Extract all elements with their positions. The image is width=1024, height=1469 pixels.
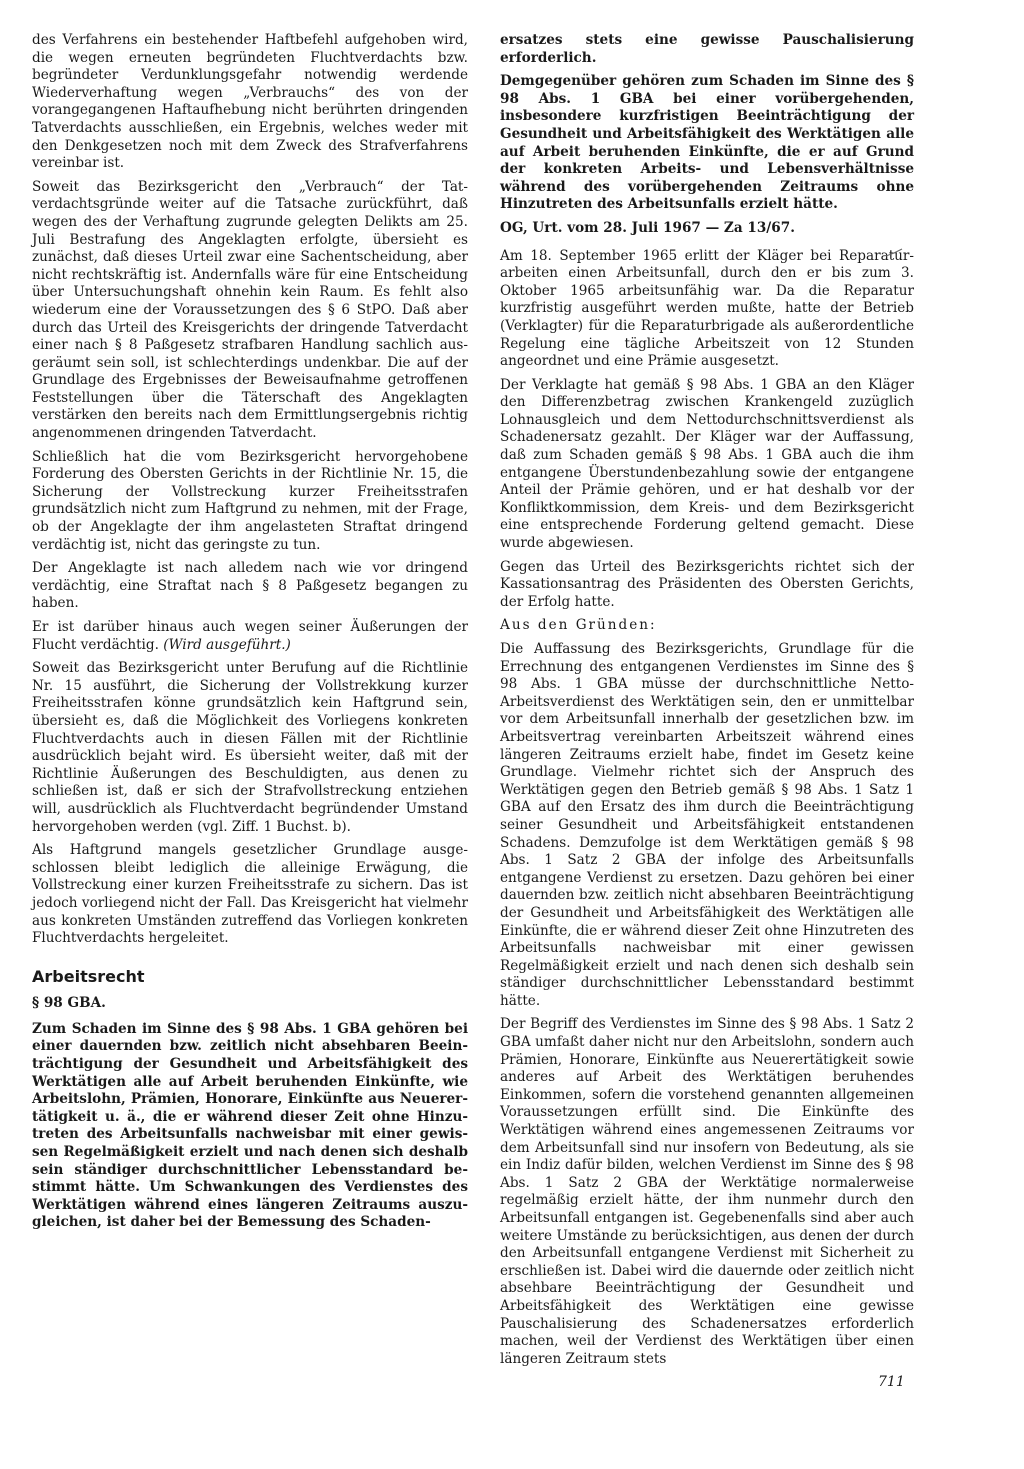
page-number: 711 [878, 1374, 905, 1390]
paragraph: Der Angeklagte ist nach alledem nach wie vor dringend verdächtig, eine Straftat nach § 8 Paßgesetz begangen zu haben. [32, 560, 468, 612]
editorial-note: (Wird ausgeführt.) [163, 636, 291, 653]
paragraph: Der Begriff des Verdienstes im Sinne des § 98 Abs. 1 Satz 2 GBA umfaßt daher nicht nur den Arbeitslohn, sondern auch Prämien, Honorare, Einkünfte aus Neuerertätigkeit sowie anderes auf Arbeit des Werktätigen beruhendes Einkommen, sofern die vorstehend genannten allgemeinen Voraussetzungen erfüllt sind. Die Einkünfte des Werktätigen während eines angemessenen Zeitraums vor dem Arbeitsunfall sind nur insofern von Bedeutung, als sie ein Indiz dafür bilden, welchen Verdienst im Sinne des § 98 Abs. 1 Satz 2 GBA der Werktätige normalerweise regelmäßig erzielt hätte, der ihm nunmehr durch den Arbeitsunfall entgangen ist. Gegebenenfalls sind aber auch weitere Umstände zu berücksichtigen, aus denen der durch den Arbeitsunfall entgangene Verdienst mit Sicherheit zu erschließen ist. Dabei wird die dauernde oder zeitlich nicht absehbare Beeinträchtigung der Gesundheit und Arbeitsfähigkeit des Werktätigen eine gewisse Pauschalisierung des Schadenersatzes erforderlich machen, weil der Verdienst des Werktätigen über einen längeren Zeitraum stets [500, 1016, 914, 1367]
paragraph: Soweit das Bezirksgericht den „Verbrauch“ der Tatverdachtsgründe weiter auf die Tatsache zurückführt, daß wegen des der Verhaftung zugrunde gelegten Delikts am 25. Juli Bestrafung des Angeklagten erfolgte, übersieht es zunächst, daß dieses Urteil zwar eine Sachentscheidung, aber nicht rechtskräftig ist. Andernfalls wäre für eine Entscheidung über Untersuchungshaft ohnehin kein Raum. Es fehlt also wiederum eine der Voraussetzungen des § 6 StPO. Daß aber durch das Urteil des Kreisgerichts der dringende Tatverdacht einer nach § 8 Paßgesetz strafbaren Handlung sachlich ausgeräumt sein soll, ist schlechterdings undenkbar. Die auf der Grundlage des Ergebnisses der Beweisaufnahme getroffenen Feststellungen über die Täterschaft des Angeklagten verstärken den bereits nach dem Ermittlungsergebnis richtig angenommenen dringenden Tatverdacht. [32, 178, 468, 442]
paragraph: Der Verklagte hat gemäß § 98 Abs. 1 GBA an den Kläger den Differenzbetrag zwischen Krankengeld zuzüglich Lohnausgleich und dem Nettodurchschnittsverdienst als Schadenersatz gezahlt. Der Kläger war der Auffassung, daß zum Schaden gemäß § 98 Abs. 1 GBA auch die ihm entgangene Überstundenbezahlung sowie der entgangene Anteil der Prämie gehören, und er hat deshalb vor der Konfliktkommission, dem Kreis- und dem Bezirksgericht eine entsprechende Forderung geltend gemacht. Diese wurde abgewiesen. [500, 376, 914, 552]
paragraph [32, 619, 468, 654]
paragraph: Schließlich hat die vom Bezirksgericht hervorgehobene Forderung des Obersten Gerichts in der Richtlinie Nr. 15, die Sicherung der Vollstreckung kurzer Freiheitsstrafen grundsätzlich nicht zum Haftgrund zu nehmen, mit der Frage, ob der Angeklagte der ihm angelasteten Straftat dringend verdächtig ist, nicht das geringste zu tun. [32, 448, 468, 553]
paragraph: Gegen das Urteil des Bezirksgerichts richtet sich der Kassationsantrag des Präsidenten des Obersten Gerichts, der Erfolg hatte. [500, 558, 914, 610]
headnote: Zum Schaden im Sinne des § 98 Abs. 1 GBA gehören bei einer dauernden bzw. zeitlich nicht absehbaren Beeinträchtigung der Gesundheit und Arbeitsfähigkeit des Werktätigen alle auf Arbeit beruhenden Einkünfte, wie Arbeitslohn, Prämien, Honorare, Einkünfte aus Neuerertätigkeit u. ä., die er während dieser Zeit ohne Hinzutreten des Arbeitsunfalls nachweisbar mit einer gewissen Regelmäßigkeit erzielt und nach denen sich deshalb sein ständiger durchschnittlicher Lebensstandard bestimmt hätte. Um Schwankungen des Verdienstes des Werktätigen während eines längeren Zeitraums auszugleichen, ist daher bei der Bemessung des Schaden- [32, 1020, 468, 1231]
headnote-continued: ersatzes stets eine gewisse Pauschalisierung erforderlich. [500, 32, 914, 66]
paragraph-text: Er ist darüber hinaus auch wegen seiner Äußerungen der Flucht verdächtig. [32, 619, 468, 653]
paragraph: Soweit das Bezirksgericht unter Berufung auf die Richtlinie Nr. 15 ausführt, die Sicherung der Vollstrekkung kurzer Freiheitsstrafen könne grundsätzlich kein Haftgrund sein, übersieht es, daß die Möglichkeit des Vorliegens konkreten Fluchtverdachts auch in diesen Fällen mit der Richtlinie ausdrücklich bejaht wird. Es übersieht weiter, daß mit der Richtlinie Äußerungen des Beschuldigten, aus denen zu schließen ist, daß er sich der Strafvollstreckung entziehen will, ausdrücklich als Fluchtverdacht begründender Umstand hervorgehoben werden (vgl. Ziff. 1 Buchst. b). [32, 660, 468, 835]
left-column [32, 32, 468, 1238]
reasons-heading: Aus den Gründen: [500, 617, 657, 634]
court-citation: OG, Urt. vom 28. Juli 1967 — Za 13/67. [500, 219, 795, 236]
paragraph: des Verfahrens ein bestehender Haftbefehl aufgehoben wird, die wegen erneuten begründeten Fluchtverdachts bzw. begründeter Verdunklungsgefahr notwendig werdende Wiederverhaftung wegen „Verbrauchs“ des von der vorangegangenen Haftaufhebung nicht berührten dringenden Tatverdachts ausschließen, ein Ergebnis, welches weder mit den Denkgesetzen noch mit dem Zweck des Strafverfahrens vereinbar ist. [32, 32, 468, 172]
paragraph: Als Haftgrund mangels gesetzlicher Grundlage ausgeschlossen bleibt lediglich die alleinige Erwägung, die Vollstreckung einer kurzen Freiheitsstrafe zu sichern. Das ist jedoch vorliegend nicht der Fall. Das Kreisgericht hat vielmehr aus konkreten Umständen zutreffend das Vorliegen konkreten Fluchtverdachts hergeleitet. [32, 842, 468, 947]
paragraph: Die Auffassung des Bezirksgerichts, Grundlage für die Errechnung des entgangenen Verdienstes im Sinne des § 98 Abs. 1 GBA müsse der durchschnittliche Netto-Arbeitsverdienst des Werktätigen sein, den er unmittelbar vor dem Arbeitsunfall innerhalb der gesetzlichen bzw. im Arbeitsvertrag vereinbarten Arbeitszeit während eines längeren Zeitraums erzielt habe, findet im Gesetz keine Grundlage. Vielmehr richtet sich der Anspruch des Werktätigen gegen den Betrieb gemäß § 98 Abs. 1 Satz 1 GBA auf den Ersatz des ihm durch die Beeinträchtigung seiner Gesundheit und Arbeitsfähigkeit entstandenen Schadens. Demzufolge ist dem Werktätigen gemäß § 98 Abs. 1 Satz 2 GBA der infolge des Arbeitsunfalls entgangene Verdienst zu ersetzen. Dazu gehören bei einer dauernden bzw. zeitlich nicht absehbaren Beeinträchtigung der Gesundheit und Arbeitsfähigkeit des Werktätigen alle Einkünfte, die er während dieser Zeit ohne Hinzutreten des Arbeitsunfalls nachweisbar mit einer gewissen Regelmäßigkeit erzielt und nach denen sich deshalb sein ständiger durchschnittlicher Lebensstandard bestimmt hätte. [500, 641, 914, 1009]
headnote-2: Demgegenüber gehören zum Schaden im Sinne des § 98 Abs. 1 GBA bei einer vorübergehenden, insbesondere kurzfristigen Beeinträchtigung der Gesundheit und Arbeitsfähigkeit des Werktätigen alle auf Arbeit beruhenden Einkünfte, die er auf Grund der konkreten Arbeits- und Lebensverhältnisse während des vorübergehenden Zeitraums ohne Hinzutreten des Arbeitsunfalls erzielt hätte. [500, 73, 914, 213]
right-column [500, 32, 914, 1374]
pen-mark-icon [884, 248, 904, 258]
statute-reference: § 98 GBA. [32, 995, 106, 1012]
section-heading: Arbeitsrecht [32, 966, 145, 986]
paragraph: Am 18. September 1965 erlitt der Kläger bei Reparaturarbeiten einen Arbeitsunfall, durch den er bis zum 3. Oktober 1965 arbeitsunfähig war. Da die Reparatur kurzfristig ausgeführt werden mußte, hatte der Betrieb (Verklagter) für die Reparaturbrigade als außerordentliche Regelung eine tägliche Arbeitszeit von 12 Stunden angeordnet und eine Prämie ausgesetzt. [500, 247, 914, 370]
